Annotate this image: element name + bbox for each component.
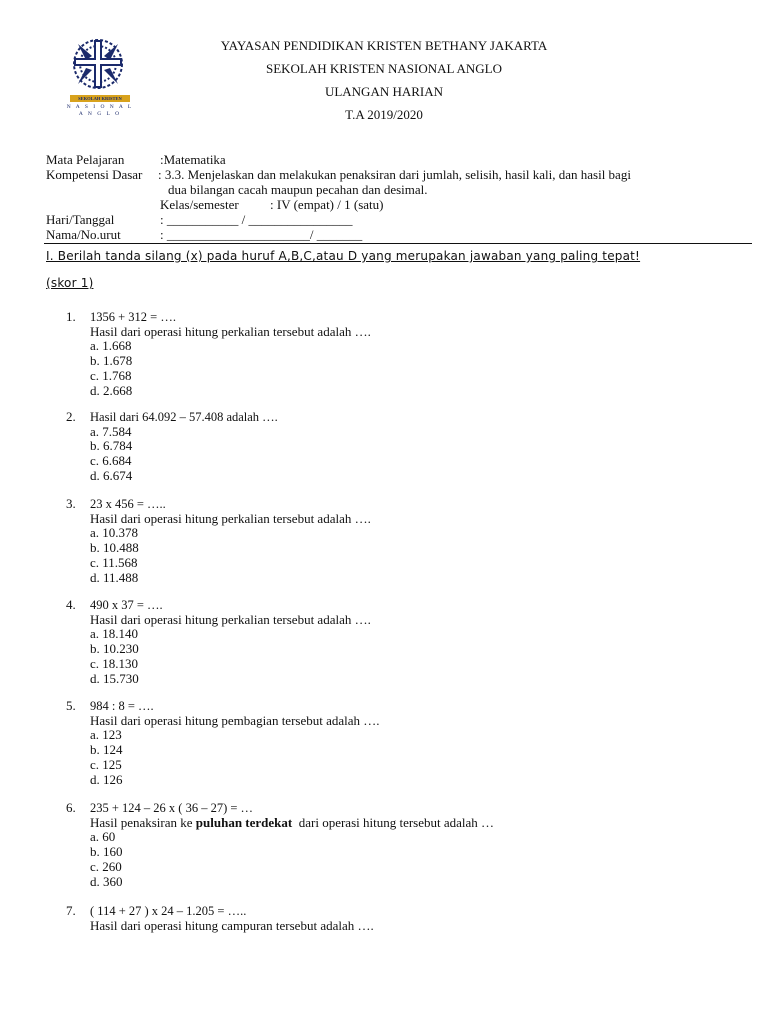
- question-number: 4.: [66, 597, 76, 612]
- subject-value: :Matematika: [160, 152, 226, 167]
- option-c[interactable]: c. 6.684: [90, 453, 132, 469]
- prompt-text-end: dari operasi hitung tersebut adalah …: [292, 814, 495, 830]
- competency-value-cont: dua bilangan cacah maupun pecahan dan desimal.: [168, 182, 428, 197]
- option-a[interactable]: a. 7.584: [90, 423, 132, 439]
- class-label: Kelas/semester: [160, 197, 239, 212]
- question-prompt: Hasil dari operasi hitung pembagian tersebut adalah ….: [90, 712, 380, 728]
- name-label: Nama/No.urut: [46, 227, 121, 242]
- day-value: : ___________ / ________________: [160, 212, 353, 227]
- option-b[interactable]: b. 10.230: [90, 641, 139, 657]
- option-d[interactable]: d. 126: [90, 771, 123, 787]
- question-number: 2.: [66, 409, 76, 424]
- option-c[interactable]: c. 1.768: [90, 367, 132, 383]
- option-c[interactable]: c. 18.130: [90, 655, 139, 671]
- option-d[interactable]: d. 15.730: [90, 670, 139, 686]
- option-c[interactable]: c. 125: [90, 756, 122, 772]
- question-expression: 23 x 456 = …..: [90, 497, 166, 511]
- logo-caption-line2: A N G L O: [78, 111, 122, 117]
- question-expression: 490 x 37 = ….: [90, 598, 163, 612]
- subject-label: Mata Pelajaran: [46, 152, 125, 167]
- score-note: (skor 1): [46, 276, 94, 290]
- competency-value: : 3.3. Menjelaskan dan melakukan penaksiran dari jumlah, selisih, hasil kali, dan hasil bagi: [158, 167, 631, 182]
- option-d[interactable]: d. 360: [90, 873, 123, 889]
- instruction-line: I. Berilah tanda silang (x) pada huruf A,B,C,atau D yang merupakan jawaban yang paling tepat!: [46, 249, 641, 263]
- option-a[interactable]: a. 60: [90, 829, 116, 845]
- option-d[interactable]: d. 2.668: [90, 382, 133, 398]
- name-value: : ______________________/ _______: [160, 227, 363, 242]
- question-expression: Hasil dari 64.092 – 57.408 adalah ….: [90, 410, 278, 424]
- logo-band: SEKOLAH KRISTEN: [70, 95, 130, 102]
- question-prompt: Hasil dari operasi hitung perkalian tersebut adalah ….: [90, 510, 371, 526]
- option-a[interactable]: a. 18.140: [90, 626, 139, 642]
- option-d[interactable]: d. 11.488: [90, 569, 139, 585]
- question-number: 7.: [66, 903, 76, 918]
- school-name: SEKOLAH KRISTEN NASIONAL ANGLO: [265, 61, 503, 76]
- header-divider: [44, 243, 752, 244]
- option-c[interactable]: c. 260: [90, 858, 122, 874]
- option-b[interactable]: b. 124: [90, 742, 123, 758]
- competency-label: Kompetensi Dasar: [46, 167, 143, 182]
- foundation-name: YAYASAN PENDIDIKAN KRISTEN BETHANY JAKARTA: [220, 38, 548, 53]
- question-expression: ( 114 + 27 ) x 24 – 1.205 = …..: [90, 904, 247, 918]
- question-number: 5.: [66, 698, 76, 713]
- question-expression: 235 + 124 – 26 x ( 36 – 27) = …: [90, 801, 254, 815]
- question-expression: 1356 + 312 = ….: [90, 310, 176, 324]
- exam-title: ULANGAN HARIAN: [324, 84, 444, 99]
- question-prompt: Hasil dari operasi hitung campuran tersebut adalah ….: [90, 917, 374, 933]
- question-number: 6.: [66, 800, 76, 815]
- academic-year: T.A 2019/2020: [345, 107, 423, 122]
- option-d[interactable]: d. 6.674: [90, 467, 133, 483]
- question-prompt: Hasil dari operasi hitung perkalian tersebut adalah ….: [90, 611, 371, 627]
- logo-caption-line1: N A S I O N A L: [66, 104, 134, 110]
- option-a[interactable]: a. 10.378: [90, 525, 139, 541]
- prompt-emphasis: puluhan terdekat: [195, 814, 293, 830]
- question-prompt: [90, 816, 494, 831]
- option-a[interactable]: a. 1.668: [90, 338, 132, 354]
- option-c[interactable]: c. 11.568: [90, 554, 138, 570]
- prompt-text: Hasil penaksiran ke: [90, 814, 196, 830]
- option-b[interactable]: b. 6.784: [90, 438, 133, 454]
- question-number: 1.: [66, 309, 76, 324]
- class-value: : IV (empat) / 1 (satu): [270, 197, 384, 212]
- option-a[interactable]: a. 123: [90, 727, 122, 743]
- option-b[interactable]: b. 1.678: [90, 353, 133, 369]
- option-b[interactable]: b. 160: [90, 844, 123, 860]
- question-expression: 984 : 8 = ….: [90, 699, 154, 713]
- question-number: 3.: [66, 496, 76, 511]
- question-prompt: Hasil dari operasi hitung perkalian tersebut adalah ….: [90, 323, 371, 339]
- day-label: Hari/Tanggal: [46, 212, 115, 227]
- option-b[interactable]: b. 10.488: [90, 540, 139, 556]
